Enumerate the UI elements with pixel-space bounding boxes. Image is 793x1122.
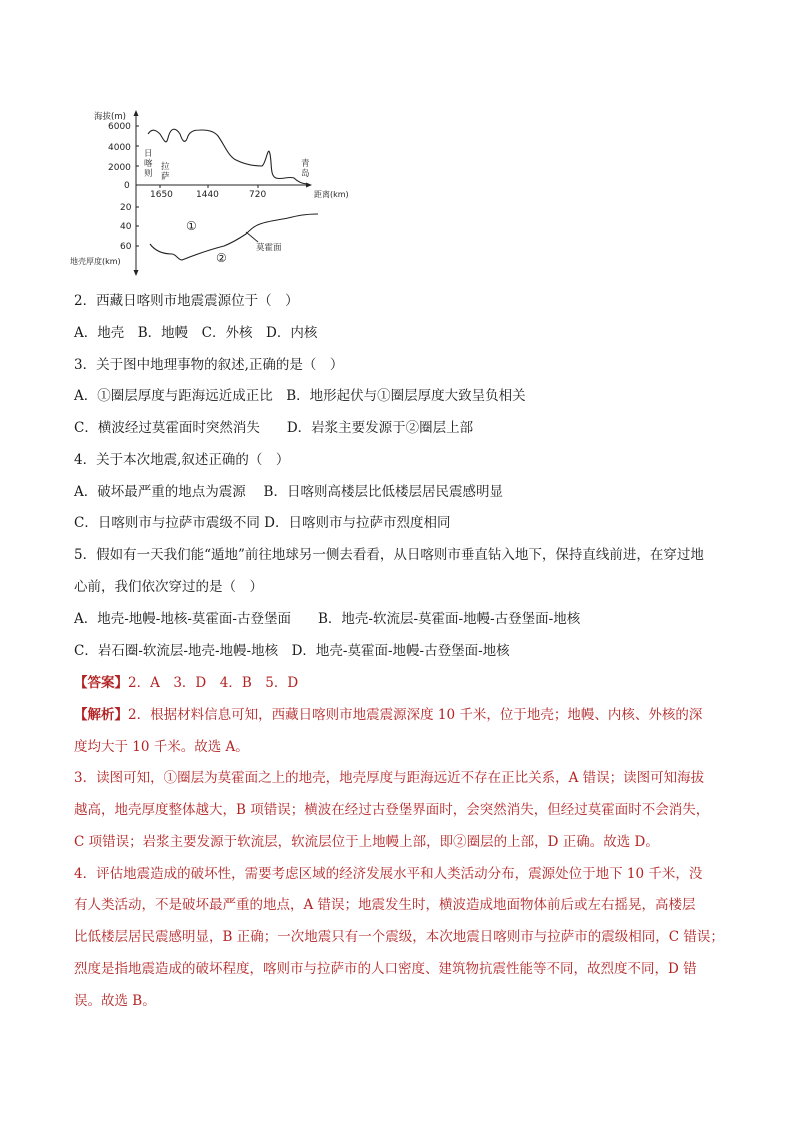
question-2-options: A．地壳 B．地幔 C．外核 D．内核 xyxy=(74,325,318,341)
y-tick-top: 4000 xyxy=(108,143,131,153)
layer-1-label: ① xyxy=(186,219,197,233)
y-tick-top: 2000 xyxy=(108,163,131,173)
city-label-rikaze: 则 xyxy=(144,169,153,179)
analysis-label: 【解析】 xyxy=(74,707,128,723)
answer-text: 2．A 3．D 4．B 5．D xyxy=(128,675,299,691)
city-label-lasa: 萨 xyxy=(161,172,170,182)
analysis-line: 烈度是指地震造成的破坏程度，喀则市与拉萨市的人口密度、建筑物抗震性能等不同，故烈度不同，D 错 xyxy=(74,961,697,977)
analysis-line: 有人类活动，不是破坏最严重的地点，A 错误；地震发生时，横波造成地面物体前后或左右摇晃，高楼层 xyxy=(74,897,696,913)
city-label-qingdao: 青 xyxy=(301,159,310,169)
y-tick-top: 6000 xyxy=(108,122,131,132)
moho-label: 莫霍面 xyxy=(256,243,282,253)
city-label-rikaze: 日 xyxy=(144,149,153,159)
analysis-text: 2．根据材料信息可知，西藏日喀则市地震震源深度 10 千米，位于地壳；地幔、内核、外核的深 xyxy=(128,707,703,723)
question-3: 3．关于图中地理事物的叙述,正确的是（ ） xyxy=(74,357,344,373)
question-5-line-1: 5．假如有一天我们能“遁地”前往地球另一侧去看看，从日喀则市垂直钻入地下，保持直线前进，在穿过地 xyxy=(74,547,704,563)
y-tick-bottom: 20 xyxy=(120,203,132,213)
y-axis-arrow-up xyxy=(134,110,139,116)
question-5-line-2: 心前，我们依次穿过的是（ ） xyxy=(74,579,263,595)
analysis-line: 比低楼层居民震感明显，B 正确；一次地震只有一个震级，本次地震日喀则市与拉萨市的震级相同，C 错误； xyxy=(74,929,724,945)
y-label-bottom: 地壳厚度(km) xyxy=(70,257,121,266)
analysis-line: 误。故选 B。 xyxy=(74,993,156,1009)
x-axis-arrow xyxy=(306,183,312,188)
y-tick-bottom: 40 xyxy=(120,222,132,232)
question-3-options-ab: A．①圈层厚度与距海远近成正比 B．地形起伏与①圈层厚度大致呈负相关 xyxy=(74,388,526,404)
profile-figure xyxy=(68,104,368,282)
question-2: 2．西藏日喀则市地震震源位于（ ） xyxy=(74,293,299,309)
city-label-lasa: 拉 xyxy=(161,162,170,172)
analysis-line: 3．读图可知，①圈层为莫霍面之上的地壳，地壳厚度与距海远近不存在正比关系，A 错误；读图可知海拔 xyxy=(74,770,705,786)
analysis-line: 4．评估地震造成的破坏性，需要考虑区域的经济发展水平和人类活动分布，震源处位于地下 10 千米，没 xyxy=(74,866,703,882)
analysis-line xyxy=(74,706,702,724)
x-tick: 1440 xyxy=(196,190,219,200)
analysis-line: 越高，地壳厚度整体越大，B 项错误；横波在经过古登堡界面时，会突然消失，但经过莫霍面时不会消失， xyxy=(74,802,710,818)
city-label-rikaze: 喀 xyxy=(144,159,153,169)
question-5-options-cd: C．岩石圈-软流层-地壳-地幔-地核 D．地壳-莫霍面-地幔-古登堡面-地核 xyxy=(74,643,510,659)
elevation-line xyxy=(148,129,308,184)
analysis-line: 度均大于 10 千米。故选 A。 xyxy=(74,739,249,755)
x-axis-label: 距离(km) xyxy=(314,190,349,199)
x-tick: 1650 xyxy=(150,190,173,200)
answer-label: 【答案】 xyxy=(74,675,128,691)
y-axis-arrow-down xyxy=(134,270,139,276)
question-4: 4．关于本次地震,叙述正确的（ ） xyxy=(74,452,290,468)
question-5-options-ab: A．地壳-地幔-地核-莫霍面-古登堡面 B．地壳-软流层-莫霍面-地幔-古登堡面-地核 xyxy=(74,611,581,627)
y-tick-top: 0 xyxy=(124,181,130,191)
x-tick: 720 xyxy=(249,190,267,200)
y-tick-bottom: 60 xyxy=(120,242,132,252)
analysis-line: C 项错误；岩浆主要发源于软流层，软流层位于上地幔上部，即②圈层的上部，D 正确。故选 D。 xyxy=(74,834,659,850)
y-label-top: 海拔(m) xyxy=(94,112,126,122)
profile-diagram xyxy=(68,104,368,282)
answer-line xyxy=(74,674,298,692)
moho-line xyxy=(150,214,318,260)
moho-pointer xyxy=(246,232,258,242)
question-4-options-cd: C．日喀则市与拉萨市震级不同 D．日喀则市与拉萨市烈度相同 xyxy=(74,515,451,531)
question-4-options-ab: A．破坏最严重的地点为震源 B．日喀则高楼层比低楼层居民震感明显 xyxy=(74,484,503,500)
question-3-options-cd: C．横波经过莫霍面时突然消失 D．岩浆主要发源于②圈层上部 xyxy=(74,420,474,436)
layer-2-label: ② xyxy=(216,251,227,265)
city-label-qingdao: 岛 xyxy=(301,169,310,179)
